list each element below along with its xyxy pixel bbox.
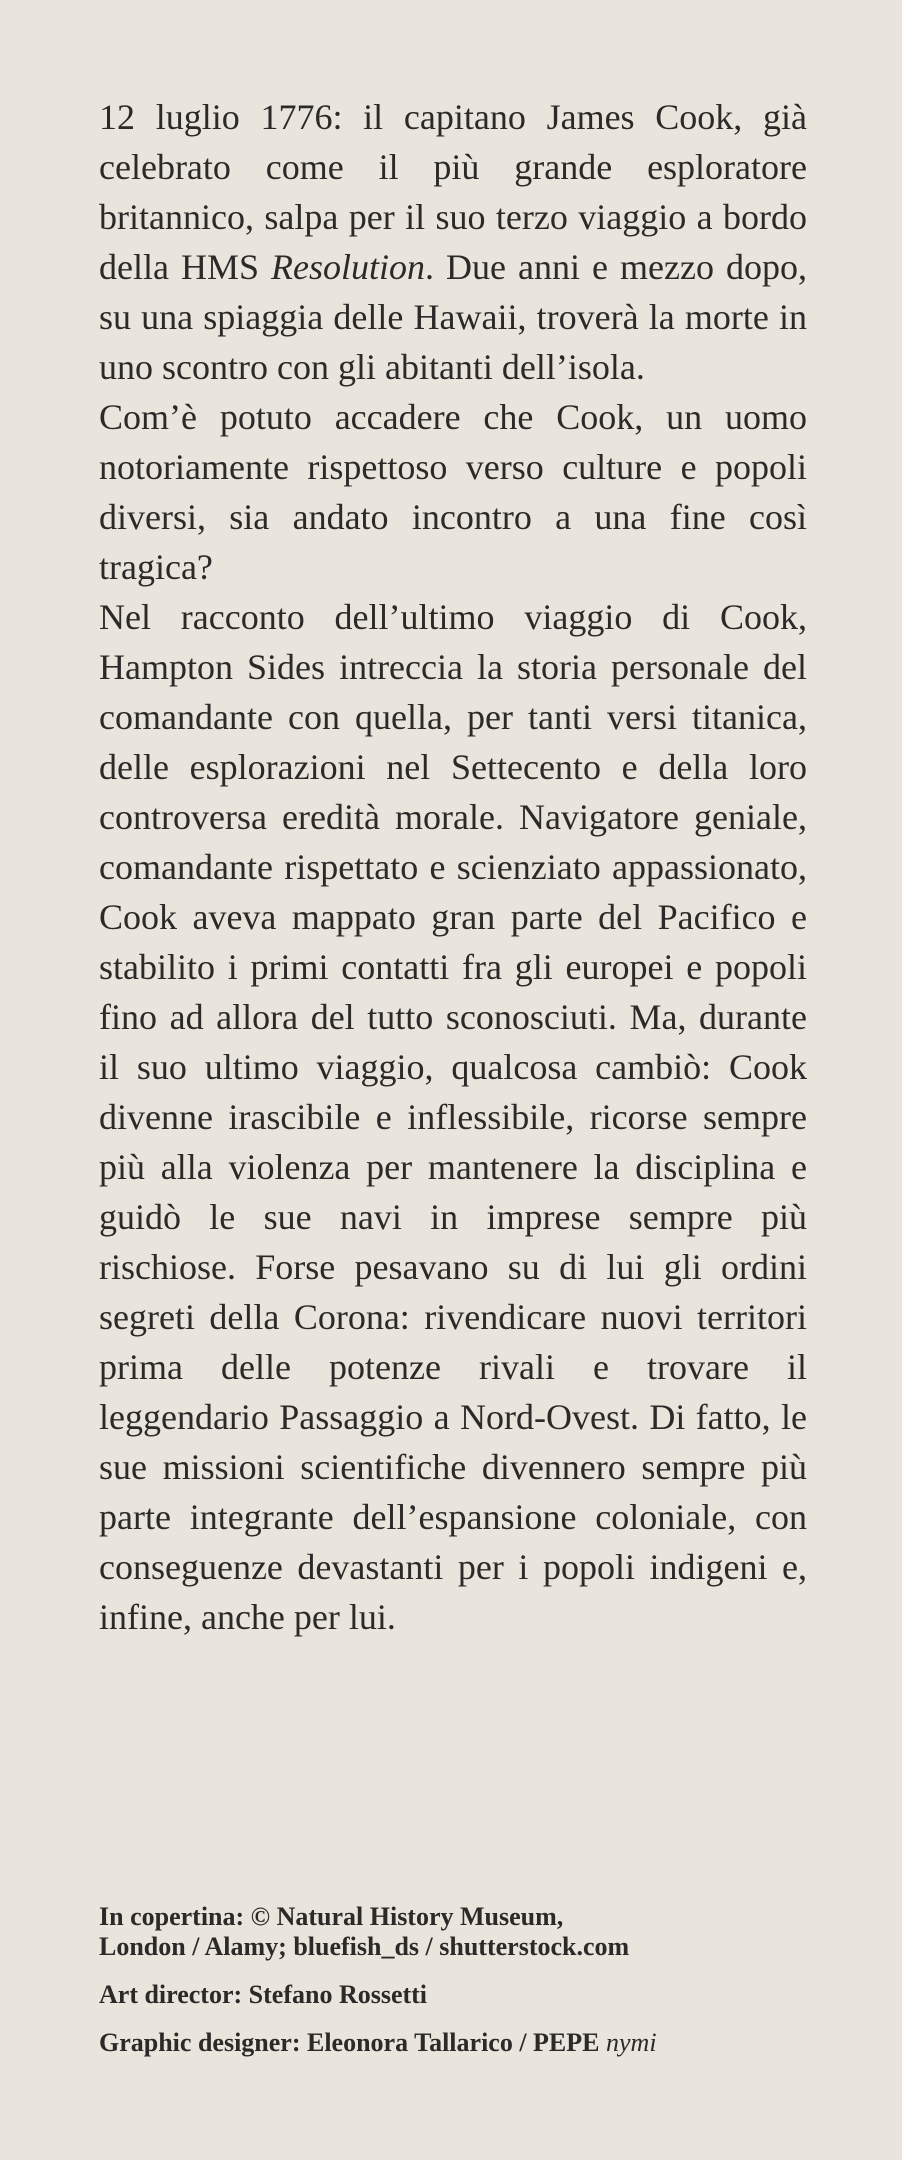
art-director-credit: Art director: Stefano Rossetti [99, 1980, 428, 2009]
graphic-designer-credit [99, 2028, 807, 2058]
graphic-designer-studio: nymi [606, 2028, 657, 2057]
synopsis-p1-text-start: 12 luglio 1776: il capitano James Cook, già celebrato come il più grande esploratore britannico, salpa per il suo terzo viaggio a bordo della HMS [99, 97, 807, 287]
synopsis-text [99, 92, 807, 1642]
cover-credit-line-1: In copertina: © Natural History Museum, [99, 1902, 564, 1931]
graphic-designer-text: Graphic designer: Eleonora Tallarico / PEPE [99, 2028, 606, 2057]
ship-name: Resolution [271, 247, 426, 287]
synopsis-paragraph-1 [99, 92, 807, 392]
cover-credit-line-2: London / Alamy; bluefish_ds / shutterstock.com [99, 1932, 630, 1961]
synopsis-paragraph-3: Nel racconto dell’ultimo viaggio di Cook, Hampton Sides intreccia la storia personale del comandante con quella, per tanti versi titanica, delle esplorazioni nel Settecento e della loro controversa eredità morale. Navigatore geniale, comandante rispettato e scienziato appassionato, Cook aveva mappato gran parte del Pacifico e stabilito i primi contatti fra gli europei e popoli fino ad allora del tutto sconosciuti. Ma, durante il suo ultimo viaggio, qualcosa cambiò: Cook divenne irascibile e inflessibile, ricorse sempre più alla violenza per mantenere la disciplina e guidò le sue navi in imprese sempre più rischiose. Forse pesavano su di lui gli ordini segreti della Corona: rivendicare nuovi territori prima delle potenze rivali e trovare il leggendario Passaggio a Nord-Ovest. Di fatto, le sue missioni scientifiche divennero sempre più parte integrante dell’espansione coloniale, con conseguenze devastanti per i popoli indigeni e, infine, anche per lui. [99, 597, 807, 1637]
synopsis-p1-text-end: . Due anni e mezzo dopo, su una spiaggia delle Hawaii, troverà la morte in uno scontro con gli abitanti dell’isola. [99, 247, 807, 387]
credits-block [99, 1902, 807, 2076]
synopsis-paragraph-2: Com’è potuto accadere che Cook, un uomo notoriamente rispettoso verso culture e popoli diversi, sia andato incontro a una fine così tragica? [99, 397, 807, 587]
